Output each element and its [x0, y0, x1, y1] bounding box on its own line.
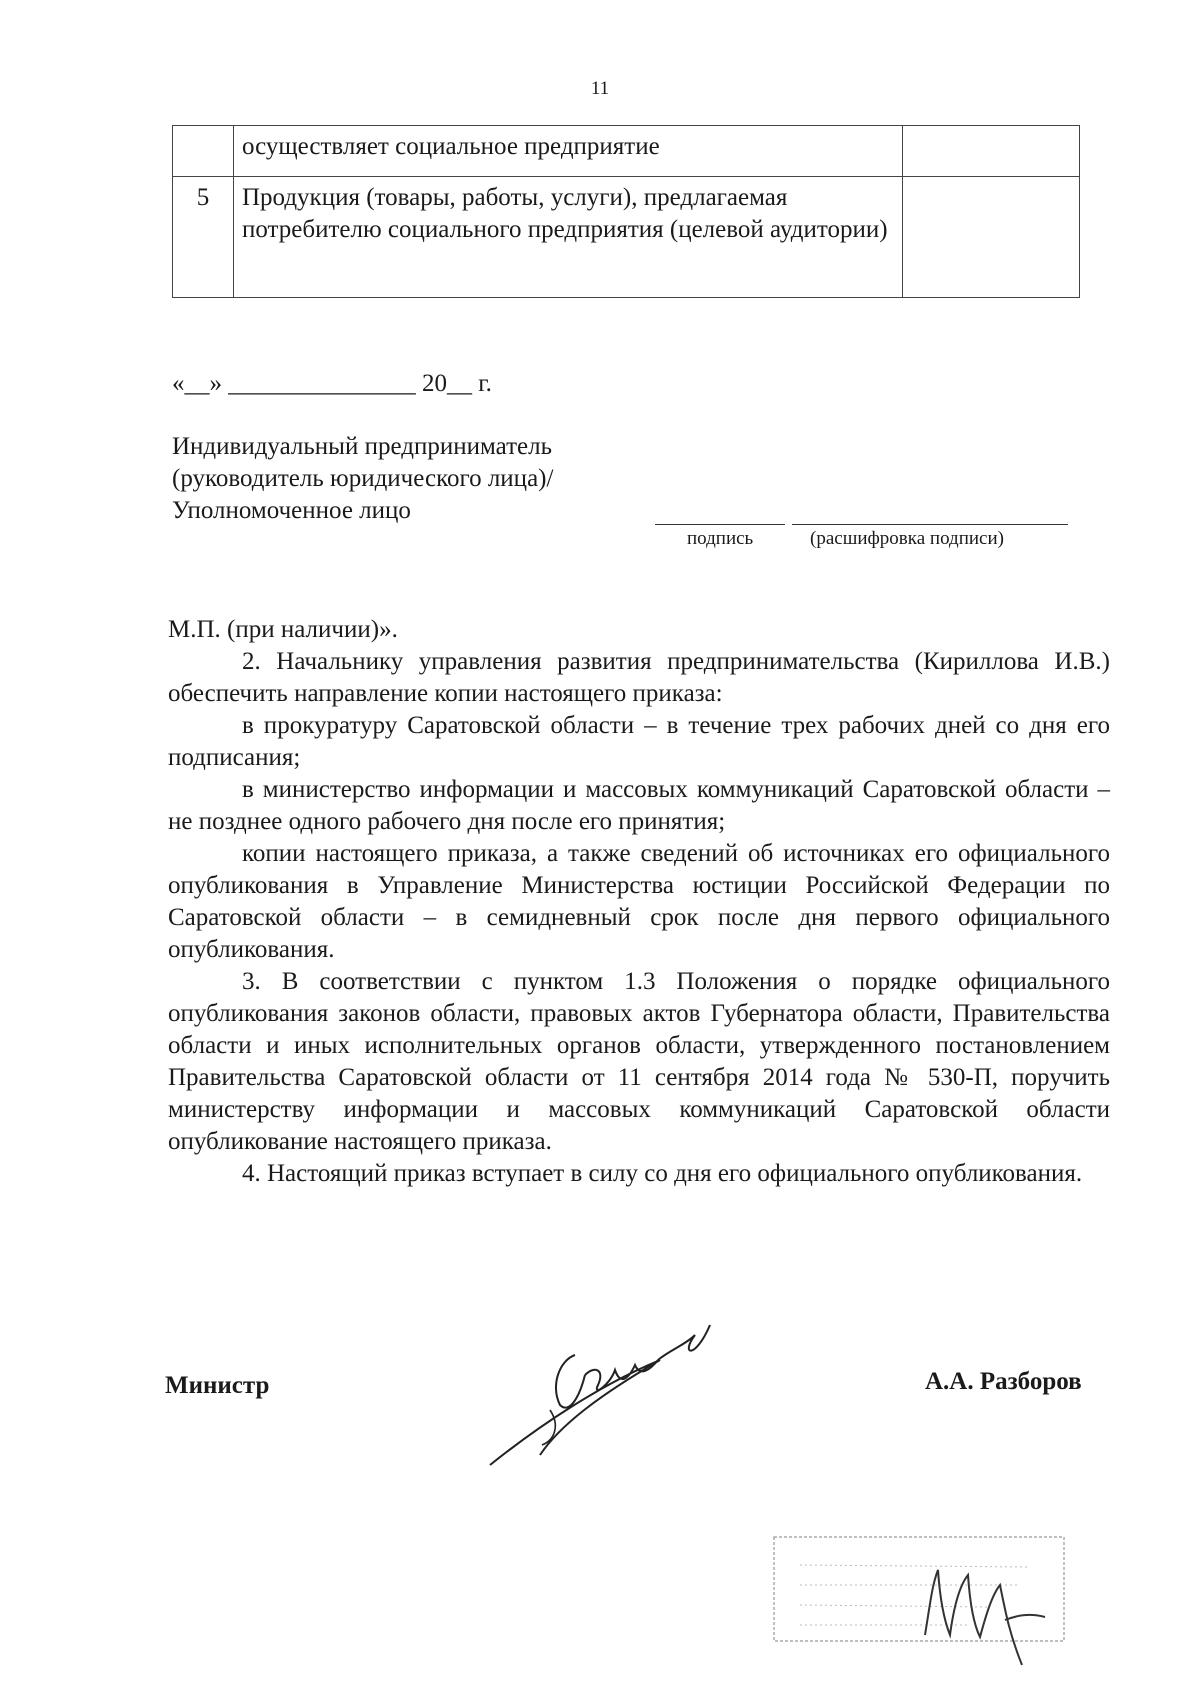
indicators-table: [172, 125, 1080, 298]
row-text: осуществляет социальное предприятие: [234, 126, 903, 177]
date-line: «__» _______________ 20__ г.: [172, 370, 492, 397]
paragraph: 3. В соответствии с пунктом 1.3 Положения о порядке официального опубликования законов области, правовых актов Губернатора области, Правительства области и иных исполнительных органов области, утвержденного постановлением Правительства Саратовской области от 11 сентября 2014 года № 530-П, поручить министерству информации и массовых коммуникаций Саратовской области опубликование настоящего приказа.: [168, 968, 1110, 1155]
page-number: 11: [590, 78, 610, 99]
signatory-line: (руководитель юридического лица)/: [172, 465, 554, 492]
stamp-note: М.П. (при наличии)».: [168, 616, 398, 643]
paragraph: в министерство информации и массовых коммуникаций Саратовской области – не позднее одного рабочего дня после его принятия;: [168, 776, 1110, 835]
signature-decoding-caption: (расшифровка подписи): [810, 528, 1004, 549]
paragraph: 2. Начальнику управления развития предпринимательства (Кириллова И.В.) обеспечить направление копии настоящего приказа:: [168, 648, 1110, 707]
minister-name: А.А. Разборов: [925, 1368, 1082, 1395]
signatory-line: Уполномоченное лицо: [172, 497, 411, 524]
row-value: [903, 177, 1080, 298]
signature-decoding-line: [792, 524, 1068, 525]
table-row: [173, 126, 1080, 177]
signature-line: [655, 524, 785, 525]
approval-stamp: [760, 1525, 1080, 1695]
row-number: [173, 126, 234, 177]
paragraph: 4. Настоящий приказ вступает в силу со дня его официального опубликования.: [242, 1160, 1083, 1187]
row-number: 5: [173, 177, 234, 298]
order-body: [168, 614, 1110, 1190]
table-row: [173, 177, 1080, 298]
signatory-line: Индивидуальный предприниматель: [172, 433, 552, 460]
row-value: [903, 126, 1080, 177]
paragraph: копии настоящего приказа, а также сведений об источниках его официального опубликования в Управление Министерства юстиции Российской Федерации по Саратовской области – в семидневный срок после дня первого официального опубликования.: [168, 840, 1110, 963]
paragraph: в прокуратуру Саратовской области – в течение трех рабочих дней со дня его подписания;: [168, 712, 1110, 771]
signature-caption: подпись: [687, 528, 754, 549]
row-text: Продукция (товары, работы, услуги), предлагаемая потребителю социального предприятия (целевой аудитории): [234, 177, 903, 298]
signatory-block: [172, 431, 553, 527]
handwritten-signature: [480, 1315, 740, 1475]
minister-title: Министр: [165, 1372, 270, 1399]
